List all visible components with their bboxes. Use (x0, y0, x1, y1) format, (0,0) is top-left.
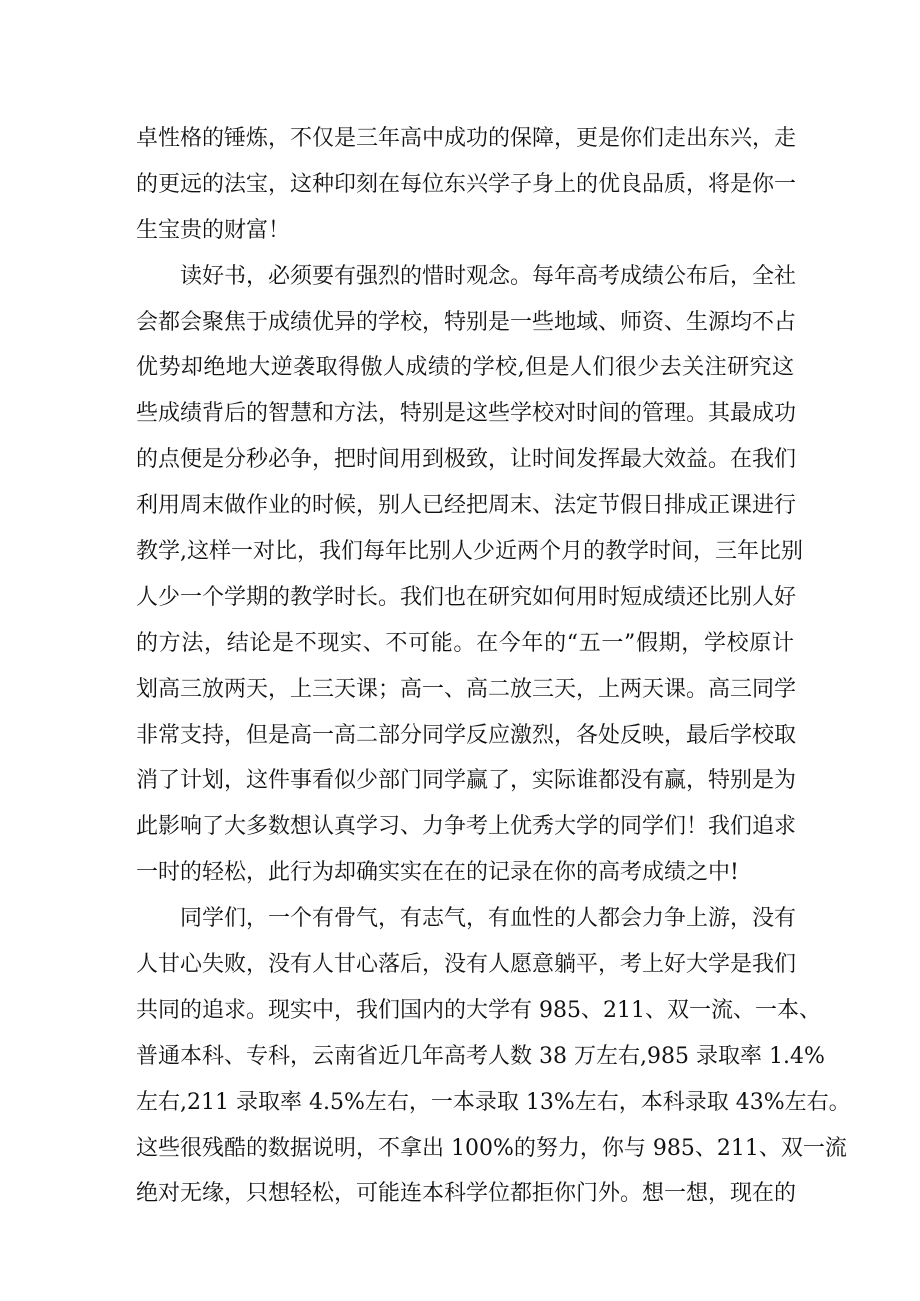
text-line: 卓性格的锤炼，不仅是三年高中成功的保障，更是你们走出东兴，走 (136, 126, 797, 151)
text-line: 人少一个学期的教学时长。我们也在研究如何用时短成绩还比别人好 (136, 584, 797, 610)
paragraph-start-line: 同学们，一个有骨气，有志气，有血性的人都会力争上游，没有 (180, 906, 797, 932)
text-line: 划高三放两天，上三天课；高一、高二放三天，上两天课。高三同学 (136, 676, 797, 702)
paragraph-start-line: 读好书，必须要有强烈的惜时观念。每年高考成绩公布后，全社 (180, 263, 797, 289)
text-line: 教学,这样一对比，我们每年比别人少近两个月的教学时间，三年比别 (136, 539, 803, 565)
text-line: 会都会聚焦于成绩优异的学校，特别是一些地域、师资、生源均不占 (136, 309, 797, 335)
text-line: 消了计划，这件事看似少部门同学赢了，实际谁都没有赢，特别是为 (136, 768, 797, 794)
text-line: 此影响了大多数想认真学习、力争考上优秀大学的同学们！我们追求 (136, 814, 797, 840)
body-text (136, 116, 851, 1217)
text-line: 优势却绝地大逆袭取得傲人成绩的学校,但是人们很少去关注研究这 (136, 355, 794, 381)
text-line: 的方法，结论是不现实、不可能。在今年的“五一”假期，学校原计 (136, 630, 794, 656)
text-line: 绝对无缘，只想轻松，可能连本科学位都拒你门外。想一想，现在的 (136, 1181, 797, 1207)
text-line: 非常支持，但是高一高二部分同学反应激烈，各处反映，最后学校取 (136, 722, 797, 748)
text-line: 些成绩背后的智慧和方法，特别是这些学校对时间的管理。其最成功 (136, 401, 797, 427)
text-line: 左右,211 录取率 4.5%左右，一本录取 13%左右，本科录取 43%左右。 (136, 1089, 851, 1115)
text-line: 普通本科、专科，云南省近几年高考人数 38 万左右,985 录取率 1.4% (136, 1043, 825, 1069)
text-line: 一时的轻松，此行为却确实实在在的记录在你的高考成绩之中! (136, 860, 739, 886)
text-line: 这些很残酷的数据说明，不拿出 100%的努力，你与 985、211、双一流 (136, 1135, 847, 1161)
text-line: 利用周末做作业的时候，别人已经把周末、法定节假日排成正课进行 (136, 493, 797, 519)
text-line: 人甘心失败，没有人甘心落后，没有人愿意躺平，考上好大学是我们 (136, 952, 797, 978)
text-line: 的点便是分秒必争，把时间用到极致，让时间发挥最大效益。在我们 (136, 447, 797, 473)
text-line: 的更远的法宝，这种印刻在每位东兴学子身上的优良品质，将是你一 (136, 171, 797, 197)
text-line: 共同的追求。现实中，我们国内的大学有 985、211、双一流、一本、 (136, 997, 821, 1023)
text-line: 生宝贵的财富！ (136, 217, 291, 243)
